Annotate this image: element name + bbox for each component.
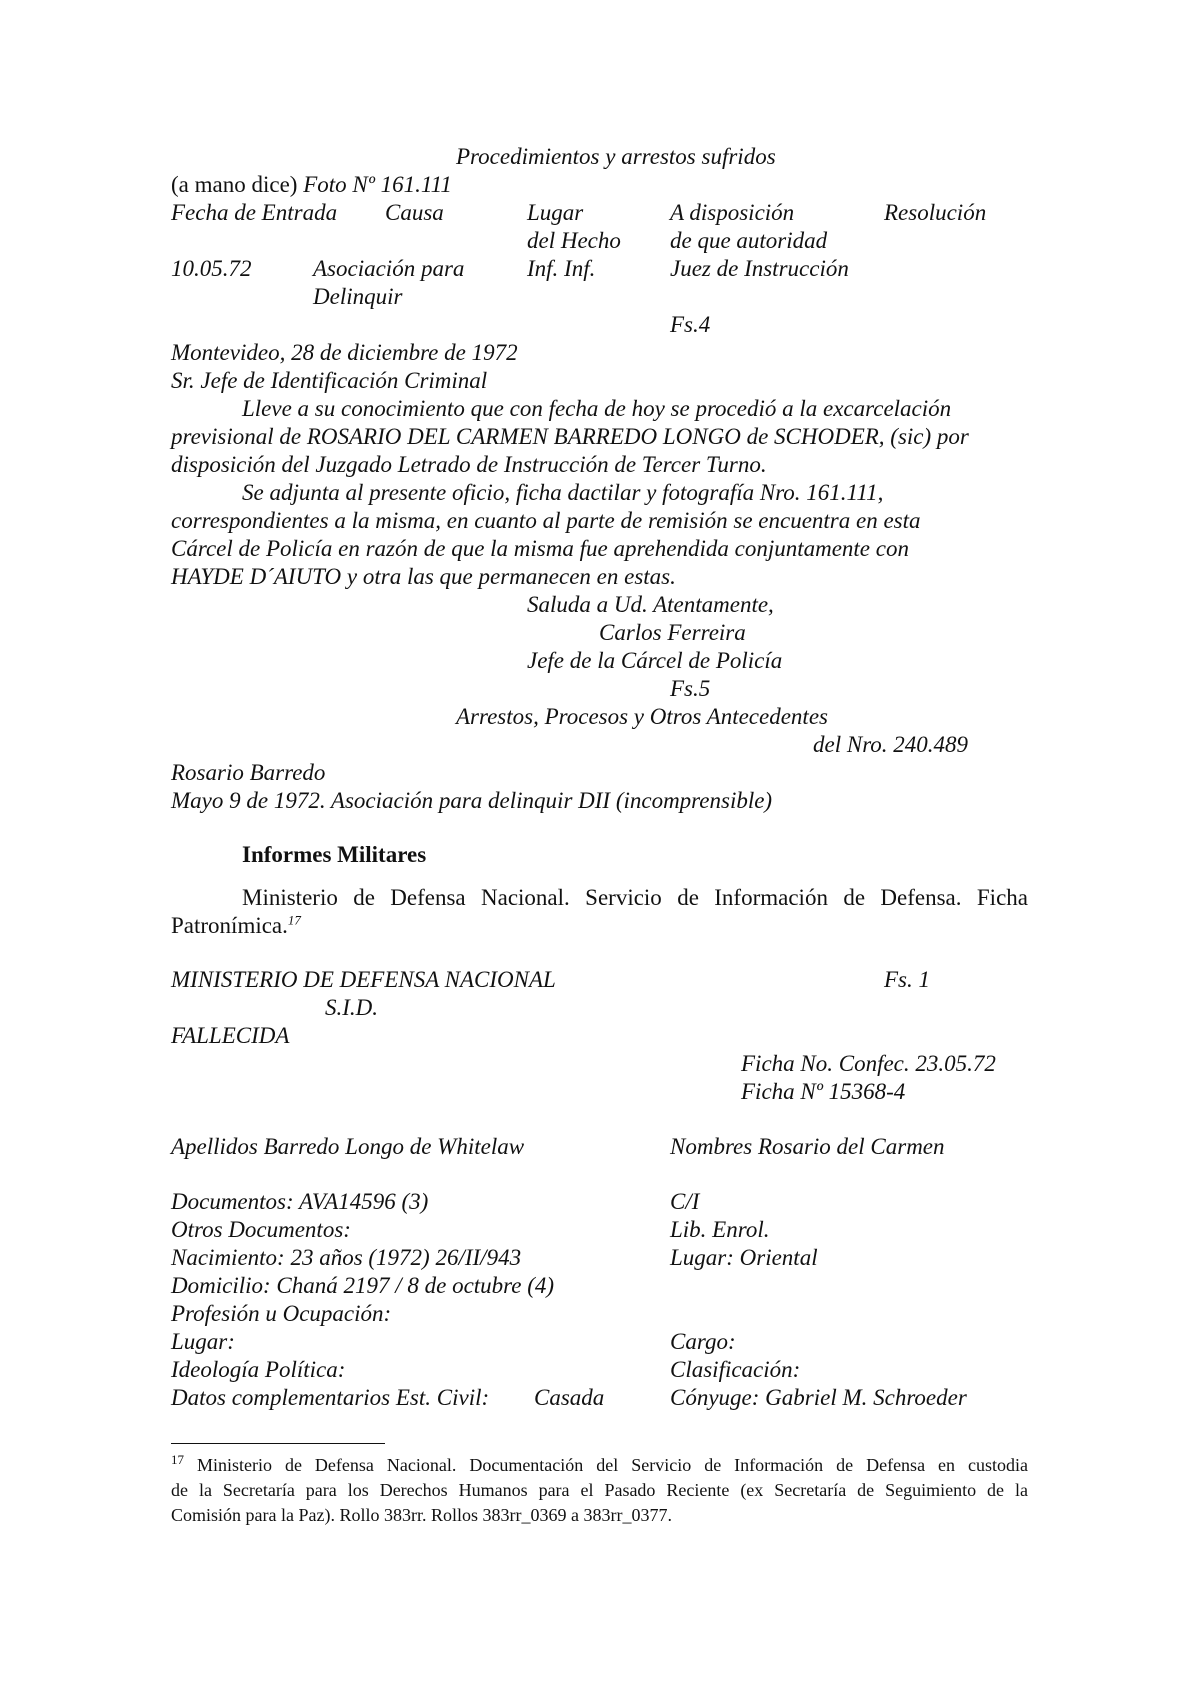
ficha-cargo: Cargo: xyxy=(670,1329,736,1354)
ficha-field: Ideología Política: xyxy=(171,1357,346,1382)
footnote-line xyxy=(171,1453,1028,1478)
ficha-numero: Ficha Nº 15368-4 xyxy=(741,1079,906,1104)
letter-addressee: Sr. Jefe de Identificación Criminal xyxy=(171,368,488,393)
letter-place-date: Montevideo, 28 de diciembre de 1972 xyxy=(171,340,518,365)
row-autoridad: Juez de Instrucción xyxy=(670,256,849,281)
hand-note-prefix: (a mano dice) xyxy=(171,172,298,197)
letter-body-line: disposición del Juzgado Letrado de Instrucción de Tercer Turno. xyxy=(171,452,767,477)
section-title-procedimientos: Procedimientos y arrestos sufridos xyxy=(456,144,776,169)
ficha-field: Documentos: AVA14596 (3) xyxy=(171,1189,429,1214)
ficha-field: Datos complementarios Est. Civil: xyxy=(171,1385,490,1410)
ficha-nombres: Nombres Rosario del Carmen xyxy=(670,1134,945,1159)
ficha-enrol: Lib. Enrol. xyxy=(670,1217,770,1242)
folio-fs5: Fs.5 xyxy=(670,676,711,701)
footnote-separator xyxy=(171,1443,385,1444)
ficha-ministerio: MINISTERIO DE DEFENSA NACIONAL xyxy=(171,967,556,992)
ficha-field: Profesión u Ocupación: xyxy=(171,1301,392,1326)
ficha-field: Otros Documentos: xyxy=(171,1217,351,1242)
col-header-causa: Causa xyxy=(385,200,444,225)
ficha-folio: Fs. 1 xyxy=(884,967,930,992)
footnote-line: de la Secretaría para los Derechos Humanos para el Pasado Reciente (ex Secretaría de Seguimiento de la xyxy=(171,1480,1028,1500)
ficha-sid: S.I.D. xyxy=(325,995,379,1020)
informes-paragraph-end: Patronímica. xyxy=(171,913,288,938)
letter-body-line: Cárcel de Policía en razón de que la misma fue aprehendida conjuntamente con xyxy=(171,536,909,561)
ficha-status: FALLECIDA xyxy=(171,1023,290,1048)
row-causa-2: Delinquir xyxy=(313,284,403,309)
ficha-conyuge: Cónyuge: Gabriel M. Schroeder xyxy=(670,1385,967,1410)
informes-paragraph-line: Ministerio de Defensa Nacional. Servicio de Información de Defensa. Ficha xyxy=(242,885,1028,910)
antecedentes-title: Arrestos, Procesos y Otros Antecedentes xyxy=(456,704,828,729)
footnote xyxy=(171,1453,1028,1528)
footnote-reference: 17 xyxy=(287,912,301,928)
letter-signer: Carlos Ferreira xyxy=(599,620,746,645)
ficha-ci: C/I xyxy=(670,1189,700,1214)
col-header-disposicion: A disposición xyxy=(670,200,795,225)
letter-body-line: previsional de ROSARIO DEL CARMEN BARREDO LONGO de SCHODER, (sic) por xyxy=(171,424,969,449)
row-lugar: Inf. Inf. xyxy=(527,256,596,281)
col-header-lugar-2: del Hecho xyxy=(527,228,621,253)
photo-number: Foto Nº 161.111 xyxy=(303,172,452,197)
antecedentes-entry: Mayo 9 de 1972. Asociación para delinquir DII (incomprensible) xyxy=(171,788,773,813)
col-header-resolucion: Resolución xyxy=(884,200,987,225)
ficha-confec: Ficha No. Confec. 23.05.72 xyxy=(741,1051,996,1076)
ficha-lugar-nacimiento: Lugar: Oriental xyxy=(670,1245,818,1270)
letter-closing: Saluda a Ud. Atentamente, xyxy=(527,592,774,617)
letter-body-line: Lleve a su conocimiento que con fecha de hoy se procedió a la excarcelación xyxy=(242,396,952,421)
antecedentes-name: Rosario Barredo xyxy=(171,760,326,785)
informes-heading: Informes Militares xyxy=(242,842,427,867)
letter-signer-title: Jefe de la Cárcel de Policía xyxy=(527,648,783,673)
ficha-field: Lugar: xyxy=(171,1329,235,1354)
footnote-text: Ministerio de Defensa Nacional. Documentación del Servicio de Información de Defensa en custodia xyxy=(196,1455,1028,1475)
letter-body-line: HAYDE D´AIUTO y otra las que permanecen en estas. xyxy=(171,564,676,589)
col-header-fecha: Fecha de Entrada xyxy=(171,200,338,225)
col-header-lugar: Lugar xyxy=(527,200,584,225)
letter-body-line: correspondientes a la misma, en cuanto al parte de remisión se encuentra en esta xyxy=(171,508,921,533)
folio-fs4: Fs.4 xyxy=(670,312,711,337)
row-fecha: 10.05.72 xyxy=(171,256,252,281)
antecedentes-number: del Nro. 240.489 xyxy=(813,732,969,757)
letter-body-line: Se adjunta al presente oficio, ficha dactilar y fotografía Nro. 161.111, xyxy=(242,480,884,505)
row-causa: Asociación para xyxy=(313,256,465,281)
ficha-est-civil-value: Casada xyxy=(534,1385,605,1410)
footnote-line: Comisión para la Paz). Rollo 383rr. Rollos 383rr_0369 a 383rr_0377. xyxy=(171,1505,672,1525)
ficha-field: Domicilio: Chaná 2197 / 8 de octubre (4) xyxy=(171,1273,555,1298)
ficha-field: Nacimiento: 23 años (1972) 26/II/943 xyxy=(171,1245,522,1270)
ficha-apellidos: Apellidos Barredo Longo de Whitelaw xyxy=(171,1134,525,1159)
col-header-disposicion-2: de que autoridad xyxy=(670,228,828,253)
photo-line xyxy=(171,171,452,199)
footnote-number: 17 xyxy=(171,1452,184,1467)
ficha-clasificacion: Clasificación: xyxy=(670,1357,801,1382)
informes-paragraph-line-2 xyxy=(171,912,301,940)
